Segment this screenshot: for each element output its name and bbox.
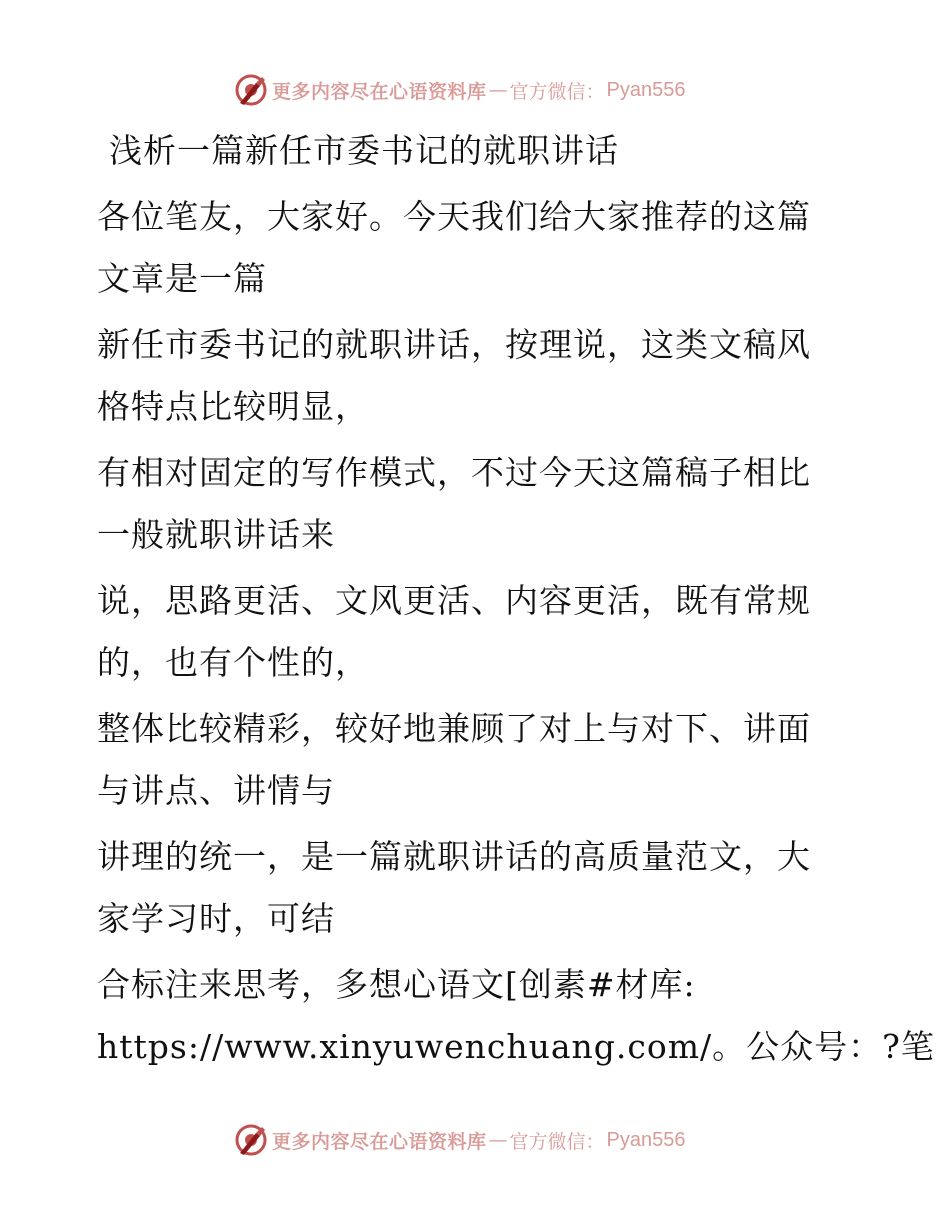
paragraph-line: 与讲点、讲情与 bbox=[97, 771, 335, 810]
watermark-brand-text: 更多内容尽在心语资料库 bbox=[272, 1130, 487, 1153]
paragraph-line: 格特点比较明显， bbox=[97, 387, 369, 426]
pen-logo-icon bbox=[234, 73, 268, 107]
watermark-brand-text: 更多内容尽在心语资料库 bbox=[272, 80, 487, 103]
paragraph-line: 整体比较精彩，较好地兼顾了对上与对下、讲面 bbox=[97, 709, 811, 748]
watermark-wechat-id: Pyan556 bbox=[606, 1128, 686, 1151]
paragraph-line: 合标注来思考，多想心语文[创素#材库: bbox=[97, 965, 696, 1004]
paragraph-line: 有相对固定的写作模式，不过今天这篇稿子相比 bbox=[97, 453, 811, 492]
watermark-dash: — bbox=[488, 1129, 508, 1151]
document-body bbox=[97, 120, 935, 1078]
paragraph-line: 一般就职讲话来 bbox=[97, 515, 335, 554]
paragraph-line: 文章是一篇 bbox=[97, 259, 267, 298]
watermark-wechat-label: 官方微信： bbox=[509, 1130, 605, 1153]
footer-watermark bbox=[234, 1122, 686, 1158]
paragraph-line-url: https://www.xinyuwenchuang.com/。公众号：?笔 bbox=[97, 1027, 935, 1066]
paragraph-line: 的，也有个性的， bbox=[97, 643, 369, 682]
watermark-wechat-label: 官方微信： bbox=[509, 80, 605, 103]
header-watermark bbox=[234, 72, 686, 108]
pen-logo-icon bbox=[234, 1123, 268, 1157]
paragraph-line: 说，思路更活、文风更活、内容更活，既有常规 bbox=[97, 581, 811, 620]
paragraph-line: 各位笔友，大家好。今天我们给大家推荐的这篇 bbox=[97, 197, 811, 236]
document-title: 浅析一篇新任市委书记的就职讲话 bbox=[109, 131, 619, 170]
paragraph-line: 新任市委书记的就职讲话，按理说，这类文稿风 bbox=[97, 325, 811, 364]
watermark-dash: — bbox=[488, 79, 508, 101]
watermark-wechat-id: Pyan556 bbox=[606, 78, 686, 101]
paragraph-line: 讲理的统一，是一篇就职讲话的高质量范文，大 bbox=[97, 837, 811, 876]
paragraph-line: 家学习时，可结 bbox=[97, 899, 335, 938]
